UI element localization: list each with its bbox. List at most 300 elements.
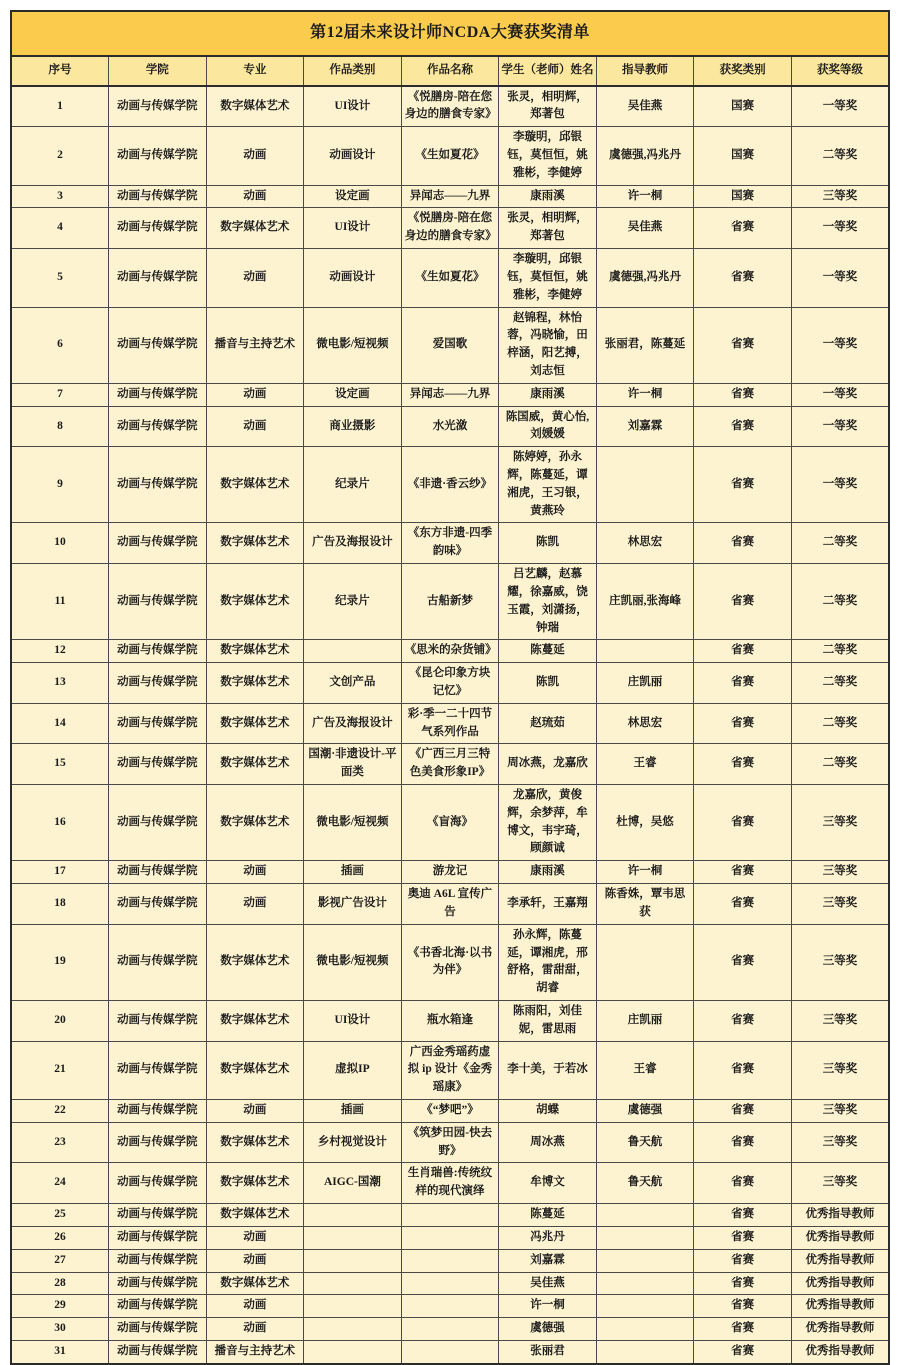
table-cell-advisor: 庄凯丽: [596, 663, 694, 704]
table-row: [11, 1204, 889, 1227]
table-cell-work-name: 彩·季一二十四节气系列作品: [401, 703, 499, 744]
table-cell-category: 广告及海报设计: [304, 703, 402, 744]
table-row: [11, 924, 889, 1000]
table-cell-award-level: 一等奖: [791, 249, 889, 307]
table-cell-award-level: 优秀指导教师: [791, 1295, 889, 1318]
table-cell-work-name: 爱国歌: [401, 307, 499, 383]
table-cell-work-name: [401, 1318, 499, 1341]
column-header-award-level: 获奖等级: [791, 56, 889, 86]
table-cell-category: 纪录片: [304, 564, 402, 640]
table-cell-major: 数字媒体艺术: [206, 703, 304, 744]
table-cell-major: 数字媒体艺术: [206, 924, 304, 1000]
table-cell-students: 李璇明，邱银钰，莫恒恒，姚雅彬，李健婷: [499, 127, 597, 185]
table-cell-major: 数字媒体艺术: [206, 1000, 304, 1041]
table-cell-award-type: 省赛: [694, 1000, 792, 1041]
table-row: [11, 1000, 889, 1041]
table-cell-index: 23: [11, 1122, 109, 1163]
table-cell-major: 数字媒体艺术: [206, 208, 304, 249]
table-cell-award-type: 省赛: [694, 307, 792, 383]
table-row: [11, 1163, 889, 1204]
table-cell-students: 李十美，于若冰: [499, 1041, 597, 1099]
table-cell-advisor: [596, 1272, 694, 1295]
table-cell-award-type: 省赛: [694, 924, 792, 1000]
table-cell-college: 动画与传媒学院: [109, 861, 207, 884]
table-cell-index: 17: [11, 861, 109, 884]
table-cell-work-name: 《悦膳房-陪在您身边的膳食专家》: [401, 86, 499, 127]
table-cell-index: 11: [11, 564, 109, 640]
table-cell-college: 动画与传媒学院: [109, 1272, 207, 1295]
table-cell-work-name: [401, 1272, 499, 1295]
table-head: [11, 11, 889, 86]
table-cell-award-type: 省赛: [694, 406, 792, 447]
table-cell-advisor: 王睿: [596, 1041, 694, 1099]
table-cell-category: 乡村视觉设计: [304, 1122, 402, 1163]
table-cell-category: 动画设计: [304, 249, 402, 307]
table-cell-major: 动画: [206, 1318, 304, 1341]
table-cell-major: 数字媒体艺术: [206, 1204, 304, 1227]
table-cell-college: 动画与传媒学院: [109, 1295, 207, 1318]
table-cell-index: 14: [11, 703, 109, 744]
table-cell-major: 数字媒体艺术: [206, 86, 304, 127]
table-cell-index: 28: [11, 1272, 109, 1295]
table-cell-category: [304, 1249, 402, 1272]
table-cell-advisor: 林思宏: [596, 703, 694, 744]
table-cell-category: 设定画: [304, 185, 402, 208]
table-cell-work-name: 水光潋: [401, 406, 499, 447]
table-cell-index: 9: [11, 447, 109, 523]
table-cell-advisor: 林思宏: [596, 523, 694, 564]
table-cell-category: 插画: [304, 861, 402, 884]
table-cell-students: 陈雨阳，刘佳妮，雷思雨: [499, 1000, 597, 1041]
table-cell-category: [304, 1295, 402, 1318]
table-row: [11, 663, 889, 704]
column-header-advisor: 指导教师: [596, 56, 694, 86]
table-cell-advisor: 陈香姝，覃韦思获: [596, 884, 694, 925]
table-cell-major: 数字媒体艺术: [206, 640, 304, 663]
table-cell-work-name: 《生如夏花》: [401, 249, 499, 307]
table-cell-advisor: 王睿: [596, 744, 694, 785]
table-cell-advisor: 虞德强: [596, 1100, 694, 1123]
table-cell-index: 4: [11, 208, 109, 249]
table-cell-award-level: 三等奖: [791, 861, 889, 884]
table-cell-students: 李承轩，王嘉翔: [499, 884, 597, 925]
table-row: [11, 744, 889, 785]
table-cell-award-level: 二等奖: [791, 663, 889, 704]
table-cell-category: 影视广告设计: [304, 884, 402, 925]
table-cell-award-level: 一等奖: [791, 208, 889, 249]
table-cell-college: 动画与传媒学院: [109, 406, 207, 447]
table-cell-award-type: 省赛: [694, 1295, 792, 1318]
table-cell-work-name: 异闻志——九界: [401, 185, 499, 208]
table-cell-work-name: 《生如夏花》: [401, 127, 499, 185]
table-cell-index: 15: [11, 744, 109, 785]
table-cell-index: 18: [11, 884, 109, 925]
table-cell-index: 31: [11, 1340, 109, 1363]
table-cell-college: 动画与传媒学院: [109, 1318, 207, 1341]
table-cell-students: 张灵，相明辉，郑著包: [499, 208, 597, 249]
table-cell-major: 数字媒体艺术: [206, 523, 304, 564]
table-cell-students: 张丽君: [499, 1340, 597, 1363]
table-cell-award-level: 三等奖: [791, 1122, 889, 1163]
table-cell-award-level: 三等奖: [791, 185, 889, 208]
table-cell-award-type: 省赛: [694, 1163, 792, 1204]
table-cell-advisor: [596, 1249, 694, 1272]
column-header-category: 作品类别: [304, 56, 402, 86]
table-cell-index: 22: [11, 1100, 109, 1123]
table-cell-college: 动画与传媒学院: [109, 208, 207, 249]
table-cell-award-type: 省赛: [694, 663, 792, 704]
table-row: [11, 406, 889, 447]
table-cell-award-type: 国赛: [694, 127, 792, 185]
table-cell-students: 康雨溪: [499, 383, 597, 406]
table-cell-advisor: 许一桐: [596, 861, 694, 884]
table-cell-index: 30: [11, 1318, 109, 1341]
table-cell-category: UI设计: [304, 1000, 402, 1041]
table-cell-major: 数字媒体艺术: [206, 1122, 304, 1163]
table-cell-index: 29: [11, 1295, 109, 1318]
table-cell-major: 动画: [206, 1295, 304, 1318]
table-cell-category: UI设计: [304, 208, 402, 249]
table-cell-index: 27: [11, 1249, 109, 1272]
table-cell-award-level: 一等奖: [791, 86, 889, 127]
table-cell-index: 26: [11, 1226, 109, 1249]
table-cell-category: [304, 1340, 402, 1363]
table-cell-award-type: 省赛: [694, 564, 792, 640]
table-cell-award-type: 省赛: [694, 884, 792, 925]
table-cell-students: 周冰燕，龙嘉欣: [499, 744, 597, 785]
table-row: [11, 523, 889, 564]
table-cell-advisor: 许一桐: [596, 185, 694, 208]
table-cell-advisor: 鲁天航: [596, 1122, 694, 1163]
column-header-major: 专业: [206, 56, 304, 86]
table-row: [11, 1295, 889, 1318]
table-cell-work-name: 《思米的杂货铺》: [401, 640, 499, 663]
table-cell-award-level: 二等奖: [791, 640, 889, 663]
table-cell-college: 动画与传媒学院: [109, 1100, 207, 1123]
table-cell-category: 纪录片: [304, 447, 402, 523]
table-cell-category: 微电影/短视频: [304, 924, 402, 1000]
table-cell-major: 数字媒体艺术: [206, 785, 304, 861]
table-cell-students: 龙嘉欣，黄俊辉，余梦萍，牟博文，韦宇琦，顾颜诚: [499, 785, 597, 861]
table-cell-category: [304, 640, 402, 663]
table-cell-advisor: [596, 1295, 694, 1318]
table-cell-award-level: 二等奖: [791, 523, 889, 564]
table-cell-award-level: 一等奖: [791, 447, 889, 523]
table-cell-major: 数字媒体艺术: [206, 663, 304, 704]
table-cell-advisor: 吴佳燕: [596, 86, 694, 127]
table-cell-index: 1: [11, 86, 109, 127]
column-header-work-name: 作品名称: [401, 56, 499, 86]
table-cell-college: 动画与传媒学院: [109, 744, 207, 785]
table-cell-college: 动画与传媒学院: [109, 307, 207, 383]
table-cell-major: 数字媒体艺术: [206, 1272, 304, 1295]
table-cell-index: 10: [11, 523, 109, 564]
table-cell-award-level: 三等奖: [791, 785, 889, 861]
table-cell-major: 动画: [206, 383, 304, 406]
table-row: [11, 127, 889, 185]
table-cell-award-type: 省赛: [694, 249, 792, 307]
table-cell-index: 20: [11, 1000, 109, 1041]
table-row: [11, 185, 889, 208]
table-cell-students: 陈婷婷，孙永辉，陈蔓延，谭湘虎，王习银，黄燕玲: [499, 447, 597, 523]
column-header-index: 序号: [11, 56, 109, 86]
table-cell-students: 吕艺麟，赵慕耀，徐嘉威，饶玉霞，刘潇扬，钟瑞: [499, 564, 597, 640]
table-cell-major: 动画: [206, 249, 304, 307]
table-cell-college: 动画与传媒学院: [109, 127, 207, 185]
table-cell-work-name: 《“梦吧”》: [401, 1100, 499, 1123]
table-cell-advisor: 吴佳燕: [596, 208, 694, 249]
table-cell-college: 动画与传媒学院: [109, 249, 207, 307]
table-cell-work-name: 古船新梦: [401, 564, 499, 640]
table-cell-major: 数字媒体艺术: [206, 564, 304, 640]
table-cell-major: 动画: [206, 185, 304, 208]
table-cell-award-level: 优秀指导教师: [791, 1226, 889, 1249]
table-row: [11, 1226, 889, 1249]
table-cell-index: 12: [11, 640, 109, 663]
table-cell-major: 数字媒体艺术: [206, 1163, 304, 1204]
table-cell-category: 插画: [304, 1100, 402, 1123]
table-cell-major: 数字媒体艺术: [206, 447, 304, 523]
table-cell-college: 动画与传媒学院: [109, 1000, 207, 1041]
table-cell-advisor: [596, 640, 694, 663]
table-cell-students: 许一桐: [499, 1295, 597, 1318]
table-cell-college: 动画与传媒学院: [109, 1249, 207, 1272]
table-cell-work-name: 《悦膳房-陪在您身边的膳食专家》: [401, 208, 499, 249]
table-cell-category: 广告及海报设计: [304, 523, 402, 564]
title-row: [11, 11, 889, 56]
table-cell-work-name: 《东方非遗-四季韵味》: [401, 523, 499, 564]
table-cell-work-name: [401, 1249, 499, 1272]
table-cell-index: 6: [11, 307, 109, 383]
table-cell-college: 动画与传媒学院: [109, 703, 207, 744]
table-cell-advisor: [596, 1204, 694, 1227]
table-cell-students: 陈蔓延: [499, 640, 597, 663]
table-cell-work-name: [401, 1295, 499, 1318]
table-cell-work-name: [401, 1204, 499, 1227]
table-cell-students: 孙永辉，陈蔓延，谭湘虎，邢舒格，雷甜甜，胡睿: [499, 924, 597, 1000]
table-cell-major: 动画: [206, 1226, 304, 1249]
table-row: [11, 1318, 889, 1341]
table-cell-students: 赵琉茹: [499, 703, 597, 744]
table-cell-award-level: 优秀指导教师: [791, 1249, 889, 1272]
table-cell-college: 动画与传媒学院: [109, 1226, 207, 1249]
table-cell-major: 播音与主持艺术: [206, 1340, 304, 1363]
table-cell-students: 陈国威，黄心怡,刘媛媛: [499, 406, 597, 447]
table-cell-award-type: 省赛: [694, 1340, 792, 1363]
table-cell-students: 康雨溪: [499, 185, 597, 208]
table-cell-major: 动画: [206, 1249, 304, 1272]
table-row: [11, 861, 889, 884]
table-cell-category: [304, 1226, 402, 1249]
table-cell-major: 动画: [206, 406, 304, 447]
table-cell-award-type: 省赛: [694, 447, 792, 523]
table-row: [11, 703, 889, 744]
award-table-body: [11, 86, 889, 1364]
table-cell-award-level: 优秀指导教师: [791, 1204, 889, 1227]
table-cell-advisor: 杜博，吴悠: [596, 785, 694, 861]
table-cell-award-type: 省赛: [694, 523, 792, 564]
table-cell-students: 陈凯: [499, 523, 597, 564]
table-cell-award-type: 国赛: [694, 86, 792, 127]
table-cell-award-type: 省赛: [694, 640, 792, 663]
column-header-students: 学生（老师）姓名: [499, 56, 597, 86]
table-cell-students: 胡蝶: [499, 1100, 597, 1123]
table-cell-college: 动画与传媒学院: [109, 1340, 207, 1363]
table-cell-index: 8: [11, 406, 109, 447]
table-cell-major: 动画: [206, 861, 304, 884]
table-cell-students: 陈凯: [499, 663, 597, 704]
table-cell-work-name: 《书香北海·以书为伴》: [401, 924, 499, 1000]
table-cell-index: 3: [11, 185, 109, 208]
table-cell-award-level: 一等奖: [791, 307, 889, 383]
table-cell-college: 动画与传媒学院: [109, 663, 207, 704]
table-cell-award-type: 省赛: [694, 383, 792, 406]
column-header-award-type: 获奖类别: [694, 56, 792, 86]
table-row: [11, 1249, 889, 1272]
column-header-college: 学院: [109, 56, 207, 86]
table-cell-index: 16: [11, 785, 109, 861]
table-cell-students: 康雨溪: [499, 861, 597, 884]
table-cell-award-level: 三等奖: [791, 1041, 889, 1099]
table-cell-advisor: [596, 1226, 694, 1249]
table-cell-category: 动画设计: [304, 127, 402, 185]
table-cell-college: 动画与传媒学院: [109, 564, 207, 640]
table-cell-category: 微电影/短视频: [304, 785, 402, 861]
table-row: [11, 1122, 889, 1163]
table-cell-college: 动画与传媒学院: [109, 884, 207, 925]
table-cell-students: 虞德强: [499, 1318, 597, 1341]
table-cell-award-level: 一等奖: [791, 406, 889, 447]
table-row: [11, 564, 889, 640]
table-cell-students: 周冰燕: [499, 1122, 597, 1163]
table-cell-award-type: 国赛: [694, 185, 792, 208]
table-cell-index: 21: [11, 1041, 109, 1099]
table-cell-award-type: 省赛: [694, 744, 792, 785]
table-cell-students: 赵锦程，林怡蓉，冯晓愉，田梓涵，阳艺搏，刘志恒: [499, 307, 597, 383]
table-row: [11, 383, 889, 406]
table-cell-award-type: 省赛: [694, 785, 792, 861]
table-cell-category: [304, 1204, 402, 1227]
table-cell-award-type: 省赛: [694, 1122, 792, 1163]
table-cell-advisor: [596, 924, 694, 1000]
table-cell-category: 微电影/短视频: [304, 307, 402, 383]
table-cell-work-name: [401, 1226, 499, 1249]
table-cell-index: 25: [11, 1204, 109, 1227]
table-cell-award-level: 二等奖: [791, 703, 889, 744]
table-cell-award-level: 二等奖: [791, 564, 889, 640]
table-cell-college: 动画与传媒学院: [109, 1122, 207, 1163]
table-cell-college: 动画与传媒学院: [109, 785, 207, 861]
table-cell-award-type: 省赛: [694, 1272, 792, 1295]
table-cell-award-level: 三等奖: [791, 1163, 889, 1204]
table-cell-college: 动画与传媒学院: [109, 383, 207, 406]
table-row: [11, 447, 889, 523]
table-cell-college: 动画与传媒学院: [109, 1204, 207, 1227]
table-cell-award-type: 省赛: [694, 1100, 792, 1123]
table-cell-major: 数字媒体艺术: [206, 744, 304, 785]
table-cell-index: 24: [11, 1163, 109, 1204]
table-cell-index: 13: [11, 663, 109, 704]
table-cell-work-name: 奥迪 A6L 宣传广告: [401, 884, 499, 925]
table-row: [11, 1100, 889, 1123]
table-cell-category: 虚拟IP: [304, 1041, 402, 1099]
table-cell-students: 李璇明，邱银钰，莫恒恒，姚雅彬，李健婷: [499, 249, 597, 307]
table-row: [11, 640, 889, 663]
table-cell-advisor: [596, 1318, 694, 1341]
table-cell-award-level: 优秀指导教师: [791, 1340, 889, 1363]
table-row: [11, 249, 889, 307]
table-cell-award-level: 三等奖: [791, 884, 889, 925]
table-cell-award-type: 省赛: [694, 1318, 792, 1341]
table-row: [11, 785, 889, 861]
table-cell-major: 动画: [206, 1100, 304, 1123]
table-cell-award-type: 省赛: [694, 1204, 792, 1227]
table-cell-award-type: 省赛: [694, 1226, 792, 1249]
table-cell-students: 吴佳燕: [499, 1272, 597, 1295]
table-cell-college: 动画与传媒学院: [109, 1163, 207, 1204]
table-row: [11, 307, 889, 383]
table-cell-work-name: 生肖瑞兽:传统纹样的现代演绎: [401, 1163, 499, 1204]
award-list-table: [10, 10, 890, 1365]
table-cell-work-name: 《盲海》: [401, 785, 499, 861]
table-row: [11, 86, 889, 127]
table-cell-category: [304, 1318, 402, 1341]
table-cell-major: 数字媒体艺术: [206, 1041, 304, 1099]
table-cell-major: 动画: [206, 127, 304, 185]
table-cell-college: 动画与传媒学院: [109, 640, 207, 663]
table-cell-category: [304, 1272, 402, 1295]
table-cell-work-name: 广西金秀瑶药虚拟 ip 设计《金秀瑶康》: [401, 1041, 499, 1099]
table-cell-category: 商业摄影: [304, 406, 402, 447]
table-cell-index: 5: [11, 249, 109, 307]
table-cell-award-type: 省赛: [694, 861, 792, 884]
table-cell-award-type: 省赛: [694, 1041, 792, 1099]
table-cell-category: 设定画: [304, 383, 402, 406]
table-cell-award-level: 优秀指导教师: [791, 1272, 889, 1295]
table-cell-award-type: 省赛: [694, 703, 792, 744]
table-cell-advisor: [596, 447, 694, 523]
table-cell-award-level: 三等奖: [791, 1000, 889, 1041]
table-cell-award-level: 二等奖: [791, 744, 889, 785]
table-cell-advisor: 庄凯丽: [596, 1000, 694, 1041]
table-cell-category: AIGC-国潮: [304, 1163, 402, 1204]
table-cell-college: 动画与传媒学院: [109, 86, 207, 127]
table-cell-work-name: [401, 1340, 499, 1363]
table-cell-students: 陈蔓延: [499, 1204, 597, 1227]
table-cell-work-name: 《筑梦田园-快去野》: [401, 1122, 499, 1163]
table-cell-award-level: 三等奖: [791, 924, 889, 1000]
table-cell-major: 动画: [206, 884, 304, 925]
table-cell-advisor: 张丽君，陈蔓延: [596, 307, 694, 383]
table-cell-advisor: 庄凯丽,张海峰: [596, 564, 694, 640]
table-cell-award-level: 优秀指导教师: [791, 1318, 889, 1341]
table-row: [11, 884, 889, 925]
table-cell-index: 7: [11, 383, 109, 406]
table-row: [11, 208, 889, 249]
table-cell-students: 牟博文: [499, 1163, 597, 1204]
table-cell-award-type: 省赛: [694, 1249, 792, 1272]
table-cell-award-level: 一等奖: [791, 383, 889, 406]
table-cell-work-name: 瓶水箱逢: [401, 1000, 499, 1041]
table-cell-advisor: 鲁天航: [596, 1163, 694, 1204]
table-cell-advisor: [596, 1340, 694, 1363]
table-cell-category: 文创产品: [304, 663, 402, 704]
table-cell-advisor: 刘嘉霖: [596, 406, 694, 447]
table-row: [11, 1041, 889, 1099]
table-cell-college: 动画与传媒学院: [109, 447, 207, 523]
table-cell-students: 张灵，相明辉，郑著包: [499, 86, 597, 127]
table-cell-work-name: 《非遗·香云纱》: [401, 447, 499, 523]
